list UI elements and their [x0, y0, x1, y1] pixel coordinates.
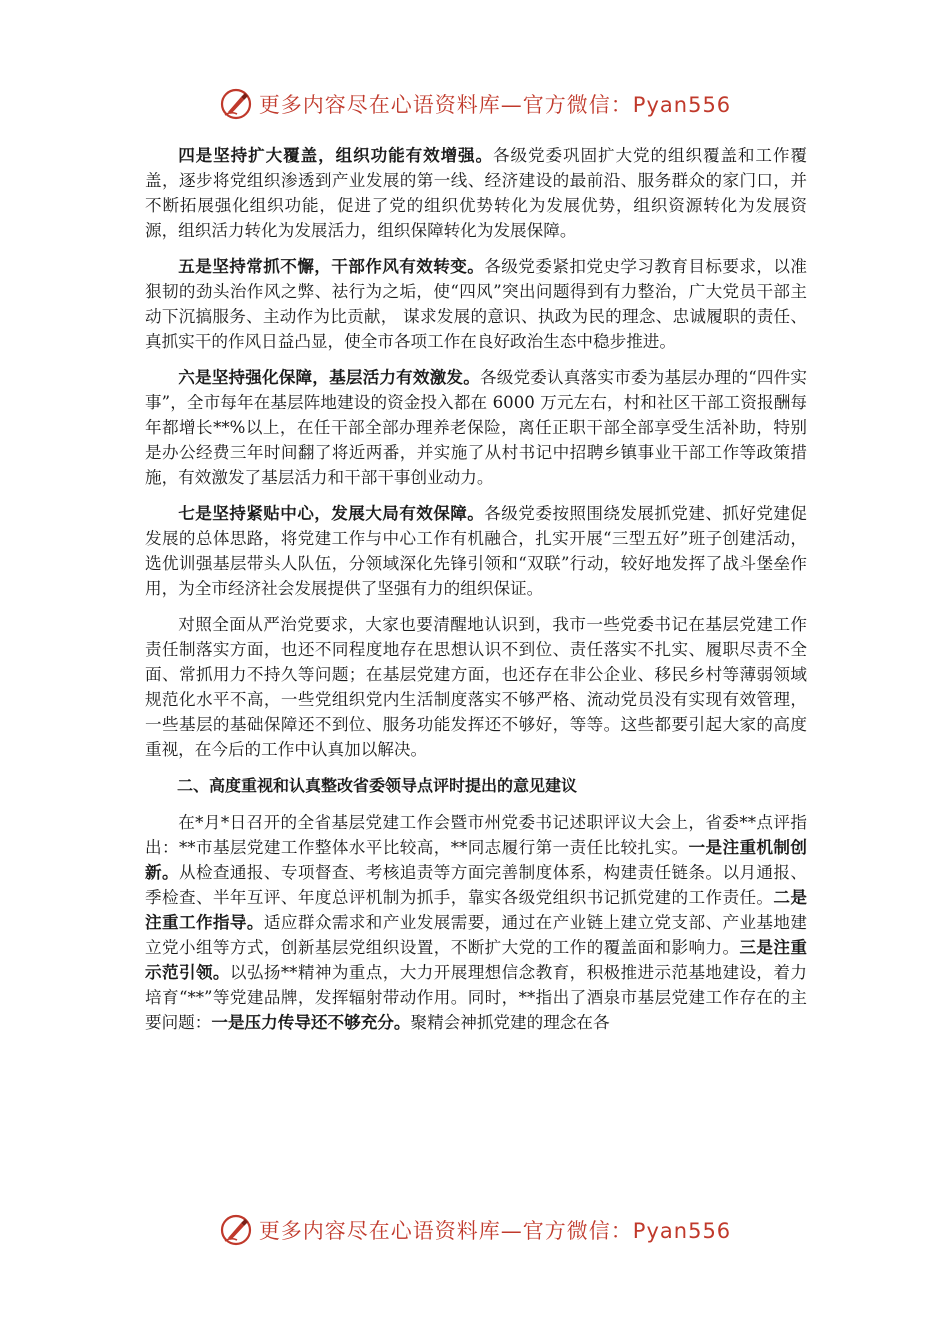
watermark-banner-top	[0, 84, 950, 124]
paragraph-summary	[145, 612, 807, 762]
paragraph-lead: 一是注重机制创新。	[145, 838, 807, 882]
paragraph-lead: 七是坚持紧贴中心，发展大局有效保障。	[178, 504, 485, 523]
paragraph-text: 适应群众需求和产业发展需要，通过在产业链上建立党支部、产业基地建立党小组等方式，创新基层党组织设置，不断扩大党的工作的覆盖面和影响力。	[145, 913, 807, 957]
paragraph-lead: 五是坚持常抓不懈，干部作风有效转变。	[178, 257, 485, 276]
paragraph-7	[145, 501, 807, 601]
paragraph-lead: 二是注重工作指导。	[145, 888, 807, 932]
paragraph-lead: 六是坚持强化保障，基层活力有效激发。	[178, 368, 480, 387]
paragraph-text: 各级党委按照围绕发展抓党建、抓好党建促发展的总体思路，将党建工作与中心工作有机融合，扎实开展“三型五好”班子创建活动，选优训强基层带头人队伍，分领域深化先锋引领和“双联”行动，较好地发挥了战斗堡垒作用，为全市经济社会发展提供了坚强有力的组织保证。	[145, 504, 807, 598]
paragraph-text: 聚精会神抓党建的理念在各	[410, 1013, 610, 1032]
paragraph-text: 各级党委巩固扩大党的组织覆盖和工作覆盖，逐步将党组织渗透到产业发展的第一线、经济建设的最前沿、服务群众的家门口，并不断拓展强化组织功能，促进了党的组织优势转化为发展优势，组织资源转化为发展资源，组织活力转化为发展活力，组织保障转化为发展保障。	[145, 146, 808, 240]
watermark-banner-bottom	[0, 1210, 950, 1250]
pen-seal-icon	[219, 87, 253, 121]
watermark-text: 更多内容尽在心语资料库—官方微信：Pyan556	[258, 1219, 732, 1243]
paragraph-text: 对照全面从严治党要求，大家也要清醒地认识到，我市一些党委书记在基层党建工作责任制落实方面，也还不同程度地存在思想认识不到位、责任落实不扎实、履职尽责不全面、常抓用力不持久等问题；在基层党建方面，也还存在非公企业、移民乡村等薄弱领域规范化水平不高，一些党组织党内生活制度落实不够严格、流动党员没有实现有效管理，一些基层的基础保障还不到位、服务功能发挥还不够好，等等。这些都要引起大家的高度重视，在今后的工作中认真加以解决。	[145, 615, 807, 759]
watermark-text: 更多内容尽在心语资料库—官方微信：Pyan556	[258, 93, 732, 117]
paragraph-text: 在*月*日召开的全省基层党建工作会暨市州党委书记述职评议大会上，省委**点评指出：**市基层党建工作整体水平比较高，**同志履行第一责任比较扎实。	[145, 813, 807, 857]
section-heading-2: 二、高度重视和认真整改省委领导点评时提出的意见建议	[177, 776, 578, 795]
paragraph-review	[145, 810, 807, 1035]
paragraph-text: 各级党委紧扣党史学习教育目标要求，以准狠韧的劲头治作风之弊、祛行为之垢，使“四风”突出问题得到有力整治，广大党员干部主动下沉搞服务、主动作为比贡献， 谋求发展的意识、执政为民的理念、忠诚履职的责任、真抓实干的作风日益凸显，使全市各项工作在良好政治生态中稳步推进。	[145, 257, 807, 351]
paragraph-text: 以弘扬**精神为重点，大力开展理想信念教育，积极推进示范基地建设，着力培育“**”等党建品牌，发挥辐射带动作用。同时，**指出了酒泉市基层党建工作存在的主要问题：	[145, 963, 807, 1032]
paragraph-4	[145, 143, 807, 243]
paragraph-text: 各级党委认真落实市委为基层办理的“四件实事”，全市每年在基层阵地建设的资金投入都在 6000 万元左右，村和社区干部工资报酬每年都增长**%以上，在任干部全部办理养老保险，离任正职干部全部享受生活补助，特别是办公经费三年时间翻了将近两番，并实施了从村书记中招聘乡镇事业干部工作等政策措施，有效激发了基层活力和干部干事创业动力。	[145, 368, 807, 487]
document-body	[145, 143, 807, 1046]
paragraph-6	[145, 365, 807, 490]
paragraph-text: 从检查通报、专项督查、考核追责等方面完善制度体系，构建责任链条。以月通报、季检查、半年互评、年度总评机制为抓手，靠实各级党组织书记抓党建的工作责任。	[145, 863, 807, 907]
paragraph-lead: 三是注重示范引领。	[145, 938, 807, 982]
paragraph-5	[145, 254, 807, 354]
paragraph-lead: 四是坚持扩大覆盖，组织功能有效增强。	[178, 146, 494, 165]
pen-seal-icon	[219, 1213, 253, 1247]
paragraph-lead: 一是压力传导还不够充分。	[211, 1013, 411, 1032]
